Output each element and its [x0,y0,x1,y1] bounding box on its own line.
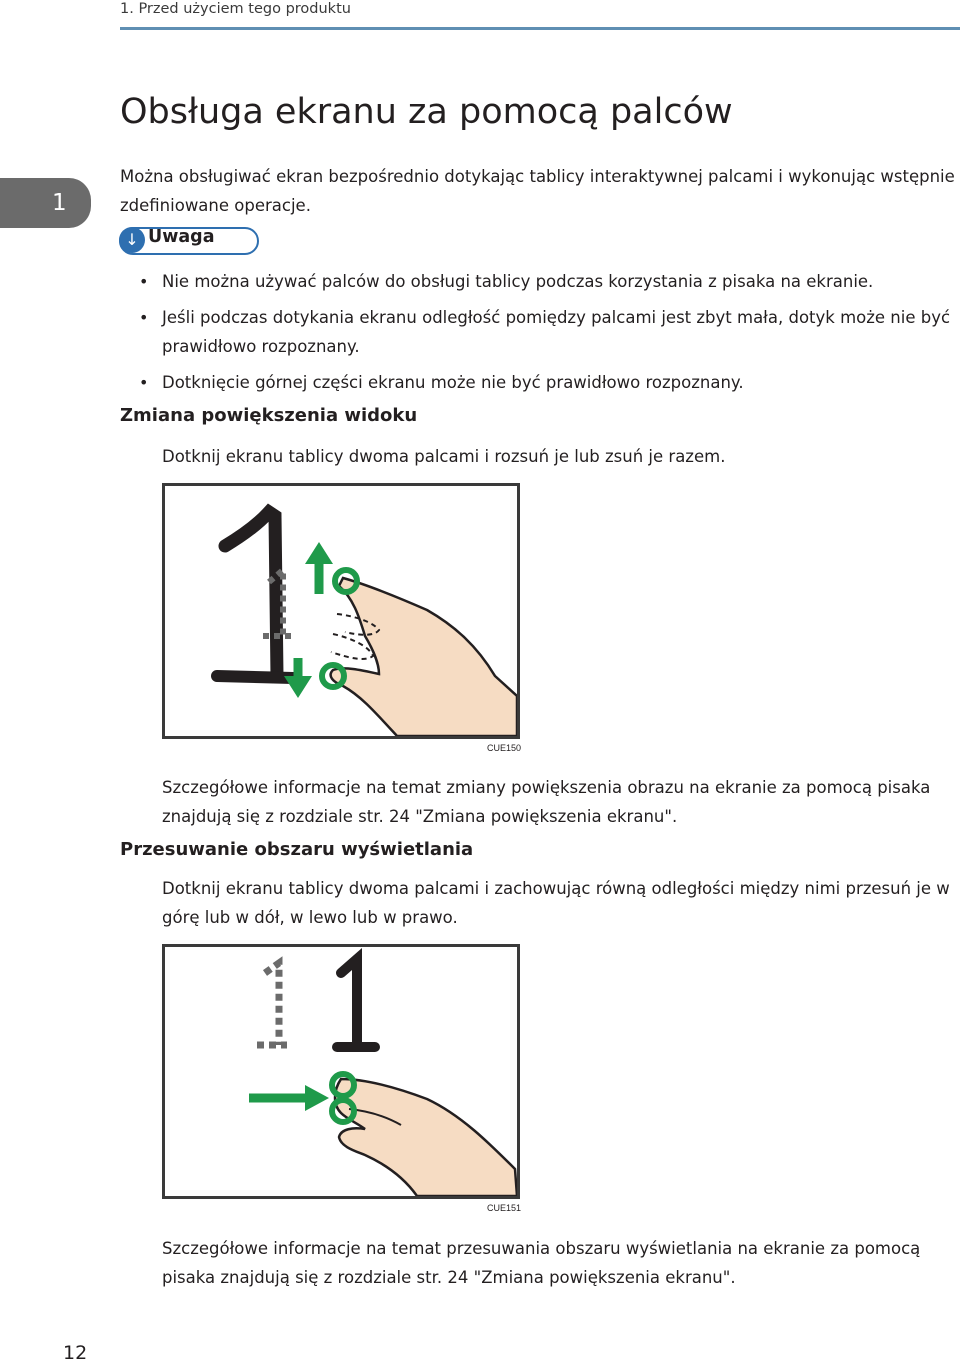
page-number: 12 [63,1342,88,1364]
note-item: Nie można używać palców do obsługi tablicy podczas korzystania z pisaka na ekranie. [162,272,874,291]
figure-code: CUE151 [487,1203,522,1213]
section-reference-text: Szczegółowe informacje na temat przesuwania obszaru wyświetlania na ekranie za pomocą pisaka znajdują się z rozdziale str. 24 "Zmiana powiększenia ekranu". [162,1239,921,1287]
two-finger-scroll-illustration [165,947,517,1196]
note-arrow-icon: ↓ [119,227,145,253]
section-heading: Zmiana powiększenia widoku [120,405,418,426]
note-label: Uwaga [148,227,215,247]
note-item: Dotknięcie górnej części ekranu może nie być prawidłowo rozpoznany. [162,373,744,392]
note-item: Jeśli podczas dotykania ekranu odległość pomiędzy palcami jest zbyt mała, dotyk może nie być prawidłowo rozpoznany. [162,308,951,356]
bullet-icon: • [139,373,149,392]
running-header: 1. Przed użyciem tego produktu [120,1,351,17]
section-heading: Przesuwanie obszaru wyświetlania [120,839,474,860]
chapter-tab-number: 1 [52,190,67,216]
figure-code: CUE150 [487,743,522,753]
section-text: Dotknij ekranu tablicy dwoma palcami i zachowując równą odległości między nimi przesuń je w górę lub w dół, w lewo lub w prawo. [162,879,950,927]
bullet-icon: • [139,308,149,327]
section-reference-text: Szczegółowe informacje na temat zmiany powiększenia obrazu na ekranie za pomocą pisaka znajdują się z rozdziale str. 24 "Zmiana powiększenia ekranu". [162,778,931,826]
header-rule [120,27,960,30]
section-text: Dotknij ekranu tablicy dwoma palcami i rozsuń je lub zsuń je razem. [162,447,726,466]
intro-paragraph: Można obsługiwać ekran bezpośrednio dotykając tablicy interaktywnej palcami i wykonując wstępnie zdefiniowane operacje. [120,167,955,215]
page-title: Obsługa ekranu za pomocą palców [120,92,733,132]
chapter-tab [0,178,91,228]
two-finger-scroll-figure [162,944,520,1199]
pinch-zoom-illustration [165,486,517,736]
bullet-icon: • [139,272,149,291]
pinch-zoom-figure [162,483,520,739]
